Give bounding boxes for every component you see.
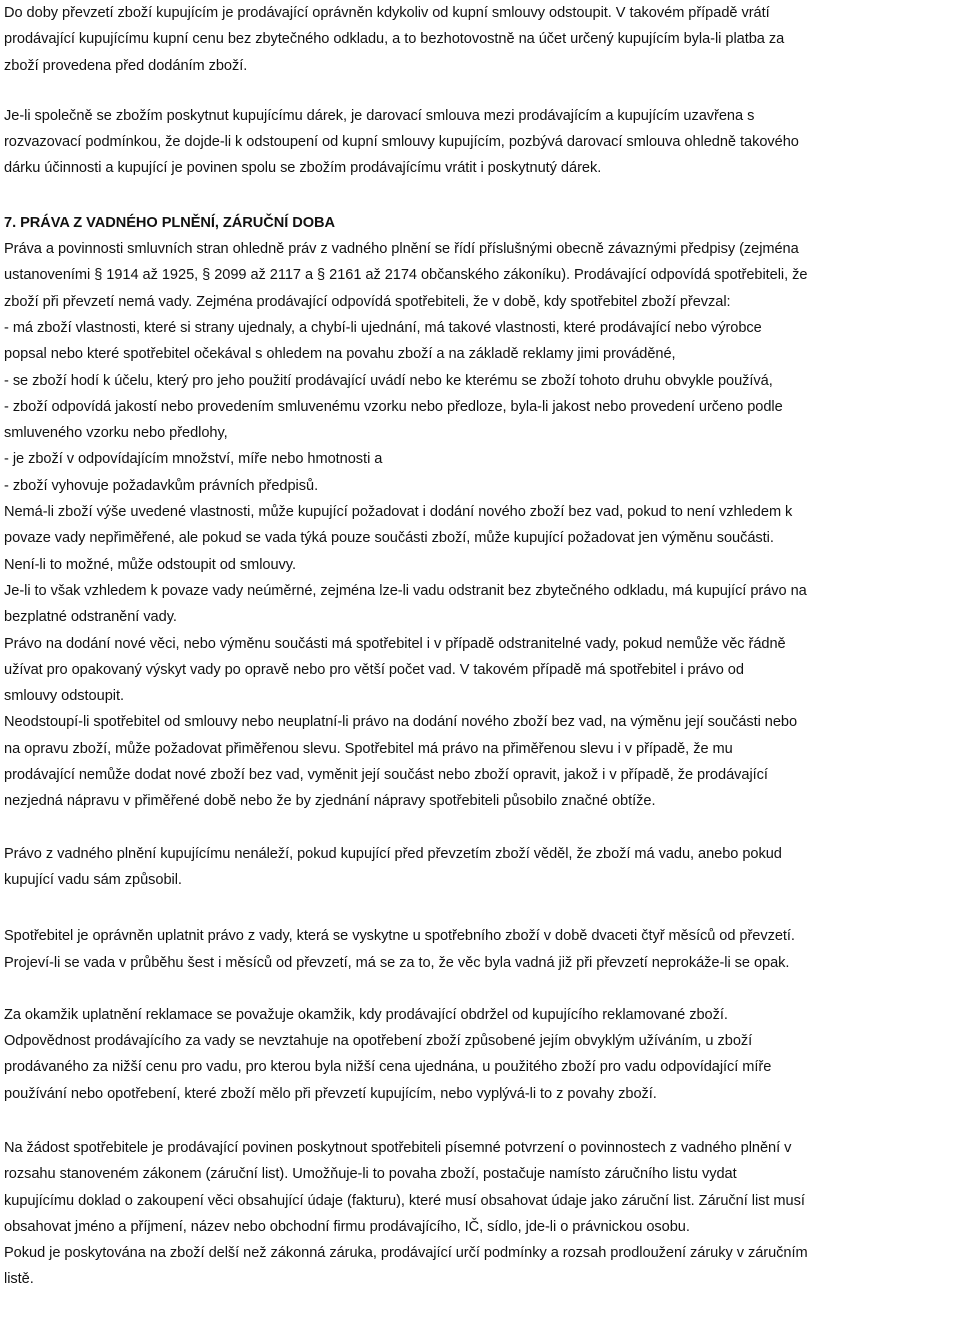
text-line: Práva a povinnosti smluvních stran ohledně práv z vadného plnění se řídí příslušnými obecně závaznými předpisy (zejména: [4, 241, 799, 258]
text-line: Do doby převzetí zboží kupujícím je prodávající oprávněn kdykoliv od kupní smlouvy odstoupit. V takovém případě vrátí: [4, 5, 770, 21]
text-line: - se zboží hodí k účelu, který pro jeho použití prodávající uvádí nebo ke kterému se zboží tohoto druhu obvykle používá,: [4, 372, 773, 389]
text-line: na opravu zboží, může požadovat přiměřenou slevu. Spotřebitel má právo na přiměřenou slevu i v případě, že mu: [4, 740, 733, 757]
text-line: - je zboží v odpovídajícím množství, míře nebo hmotnosti a: [4, 451, 383, 468]
text-line: používání nebo opotřebení, které zboží mělo při převzetí kupujícím, nebo vyplývá-li to z povahy zboží.: [4, 1085, 657, 1102]
text-line: Pokud je poskytována na zboží delší než zákonná záruka, prodávající určí podmínky a rozsah prodloužení záruky v záručním: [4, 1245, 808, 1262]
text-line: - zboží odpovídá jakostí nebo provedením smluvenému vzorku nebo předloze, byla-li jakost nebo provedení určeno podle: [4, 398, 783, 415]
text-line: - zboží vyhovuje požadavkům právních předpisů.: [4, 477, 319, 494]
text-line: Je-li to však vzhledem k povaze vady neúměrné, zejména lze-li vadu odstranit bez zbytečného odkladu, má kupující právo na: [4, 582, 807, 599]
text-line: prodávaného za nižší cenu pro vadu, pro kterou byla nižší cena ujednána, u použitého zboží pro vadu odpovídající míře: [4, 1059, 772, 1076]
text-line: Je-li společně se zbožím poskytnut kupujícímu dárek, je darovací smlouva mezi prodávajícím a kupujícím uzavřena s: [4, 107, 755, 124]
text-line: rozsahu stanoveném zákonem (záruční list). Umožňuje-li to povaha zboží, postačuje namísto záručního listu vydat: [4, 1166, 737, 1183]
text-line: Spotřebitel je oprávněn uplatnit právo z vady, která se vyskytne u spotřebního zboží v době dvaceti čtyř měsíců od převzetí.: [4, 928, 795, 945]
paragraph-withdrawal-before-delivery: [4, 0, 958, 79]
text-line: listě.: [4, 1271, 34, 1288]
text-line: obsahovat jméno a příjmení, název nebo obchodní firmu prodávajícího, IČ, sídlo, jde-li o právnickou osobu.: [4, 1218, 690, 1235]
text-line: bezplatné odstranění vady.: [4, 609, 177, 626]
paragraph-claim-period: [4, 923, 958, 976]
text-line: kupující vadu sám způsobil.: [4, 871, 182, 888]
text-line: dárku účinnosti a kupující je povinen spolu se zbožím prodávajícímu vrátit i poskytnutý dárek.: [4, 160, 602, 177]
text-line: Právo na dodání nové věci, nebo výměnu součásti má spotřebitel i v případě odstranitelné vady, pokud nemůže věc řádně: [4, 635, 786, 652]
text-line: povaze vady nepřiměřené, ale pokud se vada týká pouze součásti zboží, může kupující požadovat jen výměnu součásti.: [4, 530, 774, 547]
text-line: Nemá-li zboží výše uvedené vlastnosti, může kupující požadovat i dodání nového zboží bez vad, pokud to není vzhledem k: [4, 504, 793, 521]
text-line: Za okamžik uplatnění reklamace se považuje okamžik, kdy prodávající obdržel od kupujícího reklamované zboží.: [4, 1006, 728, 1023]
text-line: zboží provedena před dodáním zboží.: [4, 57, 248, 74]
text-line: ustanoveními § 1914 až 1925, § 2099 až 2117 a § 2161 až 2174 občanského zákoníku). Prodávající odpovídá spotřebiteli, že: [4, 267, 808, 284]
text-line: smlouvy odstoupit.: [4, 688, 124, 705]
text-line: Projeví-li se vada v průběhu šest i měsíců od převzetí, má se za to, že věc byla vadná již při převzetí neprokáže-li se opak.: [4, 954, 790, 971]
text-line: Právo z vadného plnění kupujícímu nenáleží, pokud kupující před převzetím zboží věděl, že zboží má vadu, anebo pokud: [4, 845, 782, 862]
text-line: popsal nebo které spotřebitel očekával s ohledem na povahu zboží a na základě reklamy jimi prováděné,: [4, 346, 676, 363]
paragraph-buyer-knowledge: [4, 841, 958, 894]
text-line: prodávající nemůže dodat nové zboží bez vad, vyměnit její součást nebo zboží opravit, jakož i v případě, že prodávající: [4, 767, 768, 784]
text-line: - má zboží vlastnosti, které si strany ujednaly, a chybí-li ujednání, má takové vlastnosti, které prodávající nebo výrobce: [4, 319, 762, 336]
document-page: [4, 0, 958, 1293]
text-line: smluveného vzorku nebo předlohy,: [4, 425, 228, 442]
text-line: Neodstoupí-li spotřebitel od smlouvy nebo neuplatní-li právo na dodání nového zboží bez vad, na výměnu její součásti nebo: [4, 714, 798, 731]
text-line: Není-li to možné, může odstoupit od smlouvy.: [4, 556, 296, 573]
text-line: Odpovědnost prodávajícího za vady se nevztahuje na opotřebení zboží způsobené jejím obvyklým užíváním, u zboží: [4, 1033, 753, 1050]
paragraph-claim-moment: [4, 1002, 958, 1107]
text-line: Na žádost spotřebitele je prodávající povinen poskytnout spotřebiteli písemné potvrzení o povinnostech z vadného plnění v: [4, 1139, 792, 1156]
text-line: nezjedná nápravu v přiměřené době nebo že by zjednání nápravy spotřebiteli působilo značné obtíže.: [4, 793, 656, 810]
text-line: zboží při převzetí nemá vady. Zejména prodávající odpovídá spotřebiteli, že v době, kdy spotřebitel zboží převzal:: [4, 293, 731, 310]
section-7: [4, 210, 958, 1293]
text-line: rozvazovací podmínkou, že dojde-li k odstoupení od kupní smlouvy kupujícím, pozbývá darovací smlouva ohledně takového: [4, 134, 799, 151]
paragraph-gift: [4, 103, 958, 182]
paragraph-warranty-card: [4, 1135, 958, 1293]
paragraph-defect-rights: [4, 236, 958, 815]
text-line: prodávající kupujícímu kupní cenu bez zbytečného odkladu, a to bezhotovostně na účet určený kupujícím byla-li platba za: [4, 31, 785, 48]
text-line: kupujícímu doklad o zakoupení věci obsahující údaje (fakturu), které musí obsahovat údaje jako záruční list. Záruční list musí: [4, 1192, 805, 1209]
section-heading: 7. PRÁVA Z VADNÉHO PLNĚNÍ, ZÁRUČNÍ DOBA: [4, 214, 336, 231]
text-line: užívat pro opakovaný výskyt vady po opravě nebo pro větší počet vad. V takovém případě má spotřebitel i právo od: [4, 661, 744, 678]
